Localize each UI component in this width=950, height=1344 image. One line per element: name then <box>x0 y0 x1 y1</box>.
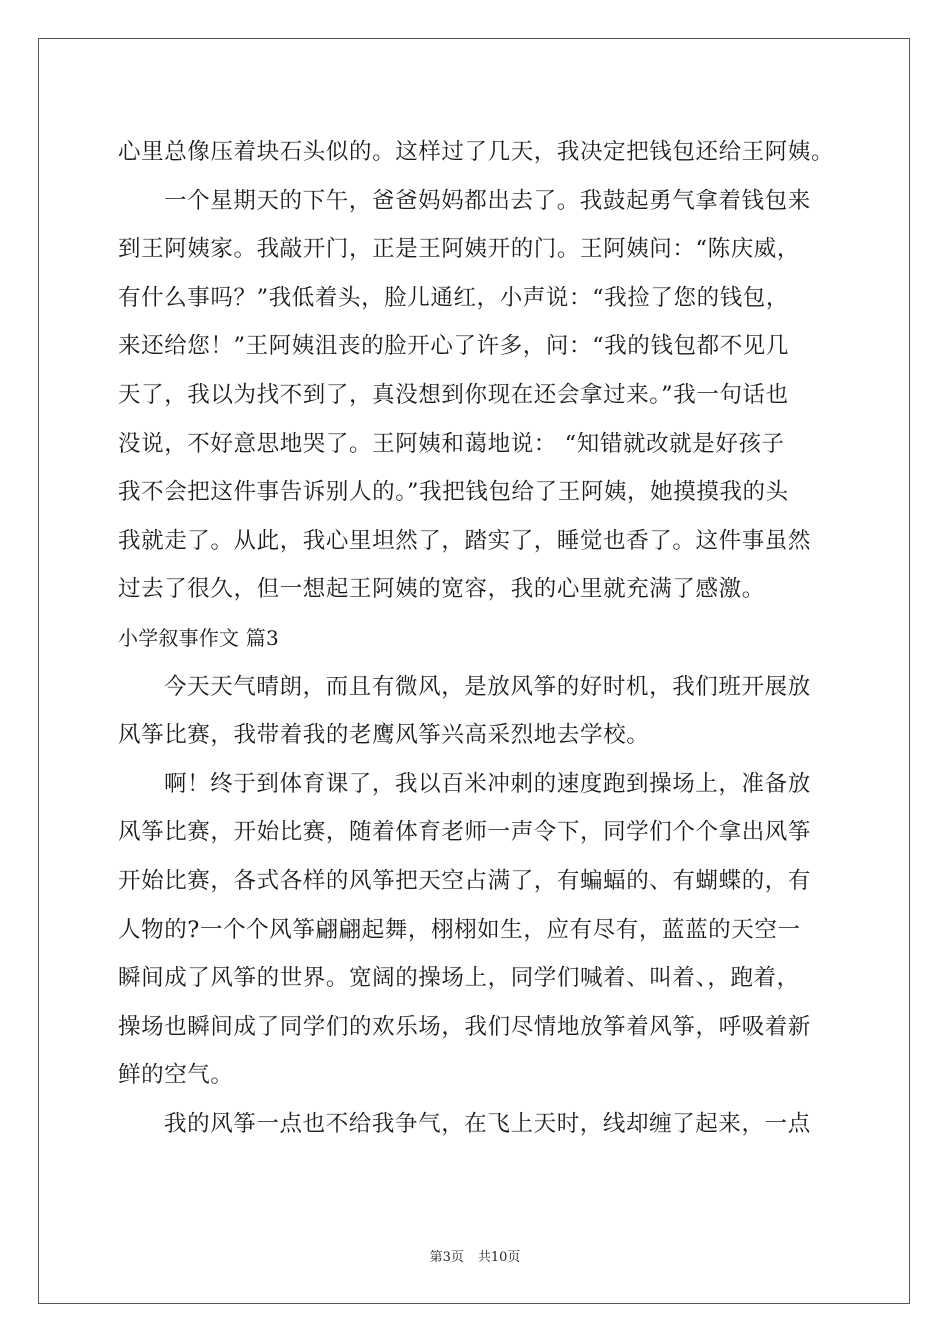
text-line: 瞬间成了风筝的世界。宽阔的操场上，同学们喊着、叫着、，跑着， <box>118 965 800 992</box>
text-line: 天了，我以为找不到了，真没想到你现在还会拿过来。”我一句话也 <box>118 381 789 408</box>
text-line: 风筝比赛，我带着我的老鹰风筝兴高采烈地去学校。 <box>118 722 650 749</box>
paragraph-start: 一个星期天的下午，爸爸妈妈都出去了。我鼓起勇气拿着钱包来 <box>164 187 811 214</box>
text-line: 人物的?一个个风筝翩翩起舞，栩栩如生，应有尽有，蓝蓝的天空一 <box>118 916 801 943</box>
text-line: 有什么事吗？”我低着头，脸儿通红，小声说：“我捡了您的钱包， <box>118 284 790 311</box>
text-line: 到王阿姨家。我敲开门，正是王阿姨开的门。王阿姨问：“陈庆威， <box>118 236 801 263</box>
paragraph-start: 我的风筝一点也不给我争气，在飞上天时，线却缠了起来，一点 <box>164 1110 811 1137</box>
text-line: 没说，不好意思地哭了。王阿姨和蔼地说： “知错就改就是好孩子 <box>118 430 785 457</box>
page-footer <box>0 1246 950 1265</box>
text-line: 心里总像压着块石头似的。这样过了几天，我决定把钱包还给王阿姨。 <box>118 139 835 165</box>
section-heading: 小学叙事作文 篇3 <box>118 625 279 650</box>
text-line: 鲜的空气。 <box>118 1062 234 1089</box>
text-line: 来还给您！”王阿姨沮丧的脸开心了许多，问：“我的钱包都不见几 <box>118 333 790 360</box>
text-line: 我不会把这件事告诉别人的。”我把钱包给了王阿姨，她摸摸我的头 <box>118 479 789 506</box>
page-total: 共10页 <box>477 1250 521 1265</box>
text-line: 风筝比赛，开始比赛，随着体育老师一声令下，同学们个个拿出风筝 <box>118 819 812 846</box>
document-body <box>118 128 838 1148</box>
paragraph-start: 今天天气晴朗，而且有微风，是放风筝的好时机，我们班开展放 <box>164 673 811 700</box>
text-line: 过去了很久，但一想起王阿姨的宽容，我的心里就充满了感激。 <box>118 576 765 603</box>
text-line: 操场也瞬间成了同学们的欢乐场，我们尽情地放筝着风筝，呼吸着新 <box>118 1013 812 1040</box>
paragraph-start: 啊！终于到体育课了，我以百米冲刺的速度跑到操场上，准备放 <box>164 770 811 797</box>
text-line: 我就走了。从此，我心里坦然了，踏实了，睡觉也香了。这件事虽然 <box>118 527 812 554</box>
page-number: 第3页 <box>429 1250 464 1265</box>
text-line: 开始比赛，各式各样的风筝把天空占满了，有蝙蝠的、有蝴蝶的，有 <box>118 867 812 894</box>
